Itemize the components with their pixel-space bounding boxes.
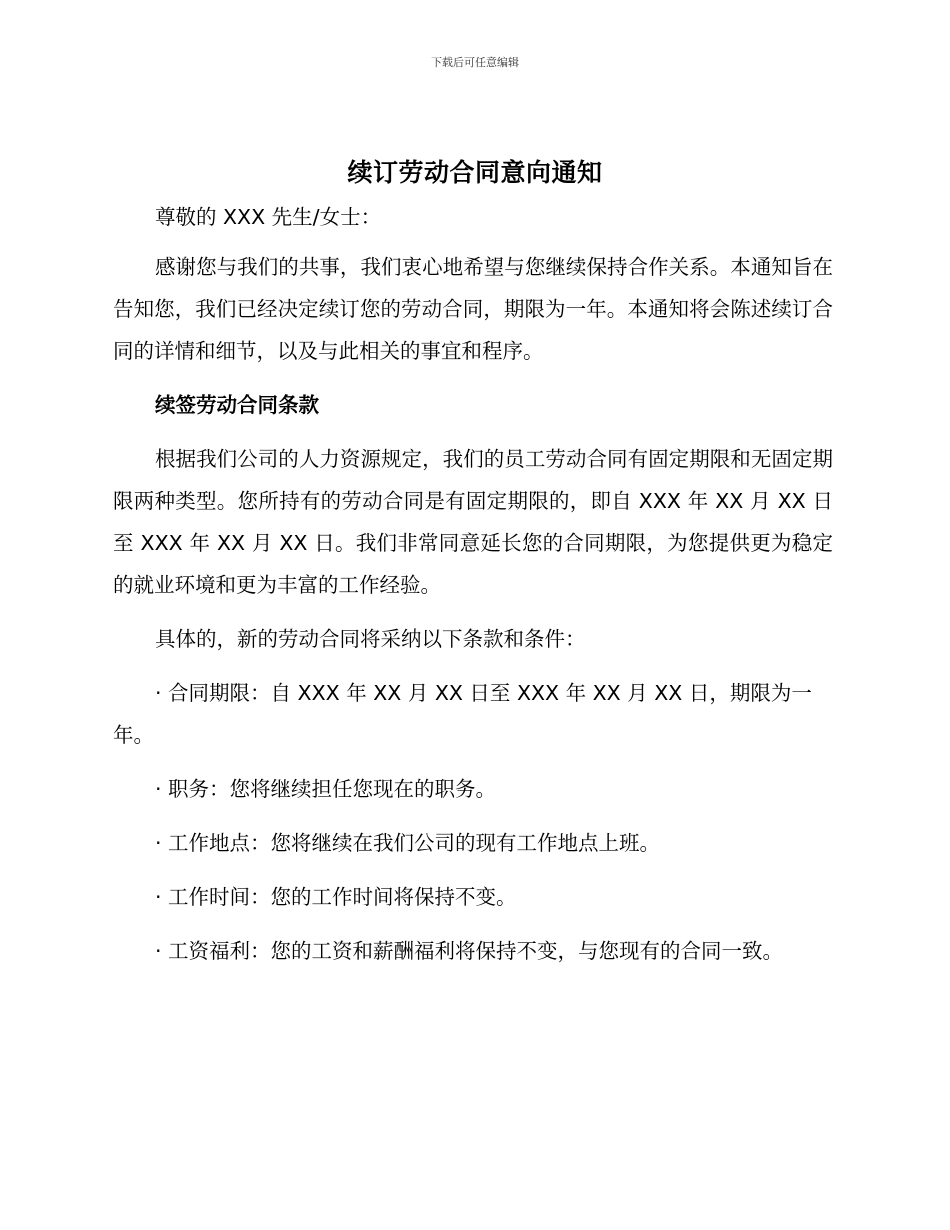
header-note: 下载后可任意编辑 <box>431 56 519 69</box>
document-body <box>113 196 833 984</box>
term-item-position: · 职务：您将继续担任您现在的职务。 <box>155 777 497 801</box>
intro-paragraph: 感谢您与我们的共事，我们衷心地希望与您继续保持合作关系。本通知旨在告知您，我们已经决定续订您的劳动合同，期限为一年。本通知将会陈述续订合同的详情和细节，以及与此相关的事宜和程序。 <box>113 255 833 363</box>
section-heading: 续签劳动合同条款 <box>155 393 319 417</box>
term-item-salary-benefits: · 工资福利：您的工资和薪酬福利将保持不变，与您现有的合同一致。 <box>155 939 784 963</box>
body-paragraph: 根据我们公司的人力资源规定，我们的员工劳动合同有固定期限和无固定期限两种类型。您所持有的劳动合同是有固定期限的，即自 XXX 年 XX 月 XX 日至 XXX 年 XX 月 XX 日。我们非常同意延长您的合同期限，为您提供更为稳定的就业环境和更为丰富的工作经验。 <box>113 447 833 597</box>
term-item-work-hours: · 工作时间：您的工作时间将保持不变。 <box>155 885 517 909</box>
term-item-work-location: · 工作地点：您将继续在我们公司的现有工作地点上班。 <box>155 831 661 855</box>
term-item-contract-period: · 合同期限：自 XXX 年 XX 月 XX 日至 XXX 年 XX 月 XX 日，期限为一年。 <box>113 681 812 747</box>
salutation: 尊敬的 XXX 先生/女士： <box>155 205 382 229</box>
terms-intro: 具体的，新的劳动合同将采纳以下条款和条件： <box>155 627 586 651</box>
page-title: 续订劳动合同意向通知 <box>347 158 603 187</box>
